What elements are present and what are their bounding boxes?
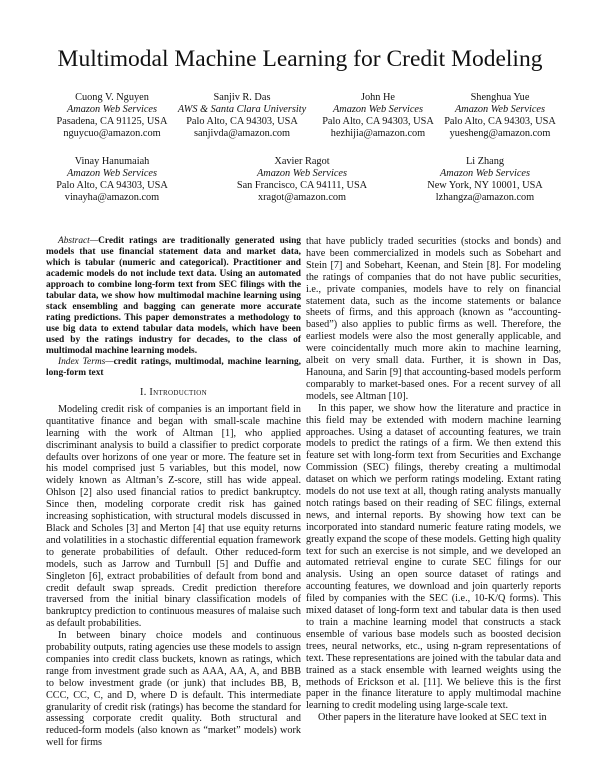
author-block — [222, 156, 382, 204]
author-email: hezhijia@amazon.com — [330, 128, 426, 139]
author-address: Palo Alto, CA 94303, USA — [186, 116, 298, 127]
author-block — [52, 92, 172, 140]
abstract: Abstract—Credit ratings are traditionally generated using models that use financial statement data and market data, which is tabular (numeric and categorical). Practitioner and academic models do not include text data. Using an automated approach to combine long-form text from SEC filings with the tabular data, we show how multimodal machine learning using stack ensembling and bagging can generate more accurate rating predictions. This paper demonstrates a methodology to use big data to extend tabular data models, which have been used by the ratings industry for decades, to the class of multimodal machine learning models. — [46, 236, 301, 356]
author-name: Shenghua Yue — [470, 92, 530, 103]
author-email: nguycuo@amazon.com — [63, 128, 161, 139]
abstract-label: Abstract — [58, 236, 90, 246]
right-column — [306, 236, 561, 724]
author-affiliation: Amazon Web Services — [455, 104, 545, 115]
author-address: San Francisco, CA 94111, USA — [236, 180, 368, 191]
paragraph: Modeling credit risk of companies is an important field in quantitative finance and began with small-scale machine learning with the work of Altman [1], who applied discriminant analysis to build a classifier to predict corporate defaults over horizons of one year or more. The feature set in his model comprised just 5 variables, but this model, now widely known as Altman’s Z-score, still has wide appeal. Ohlson [2] also used financial ratios to predict bankruptcy. Since then, modeling corporate credit risk has gained increasing sophistication, with structural models discussed in Black and Scholes [3] and Merton [4] that use equity returns and volatilities in a stochastic differential equation framework to generate probabilities of default. Other reduced-form models, such as Jarrow and Turnbull [5] and Duffie and Singleton [6], extract probabilities of default from bond and credit default swap spreads. Credit prediction therefore traversed from the initial binary classification models of bankruptcy prediction to continuous measures of malaise such as default probabilities. — [46, 403, 301, 630]
left-column — [46, 236, 301, 749]
paragraph: that have publicly traded securities (stocks and bonds) and have been commercialized in models such as Sobehart and Stein [7] and Sobehart, Keenan, and Stein [8]. For modeling the ratings of companies that do not have public securities, i.e., private companies, models have to rely on financial statement data, such as the income statements or balance sheets of firms, and this approach (known as “accounting-based”) also applies to public firms as well. Therefore, the earliest models were also the most generally applicable, and were coincidentally much more akin to machine learning, albeit on very small data. Further, it is shown in Das, Hanouna, and Sarin [9] that accounting-based models perform comparably to market-based ones. For a recent survey of all models, see Altman [10]. — [306, 236, 561, 402]
author-address: New York, NY 10001, USA — [427, 180, 543, 191]
paragraph: Other papers in the literature have looked at SEC text in — [318, 712, 547, 724]
author-email: yuesheng@amazon.com — [449, 128, 551, 139]
author-email: sanjivda@amazon.com — [193, 128, 291, 139]
author-affiliation: Amazon Web Services — [257, 168, 347, 179]
section-title: Introduction — [149, 387, 207, 398]
author-block — [172, 92, 312, 140]
index-terms-text: credit ratings, multimodal, machine learning, long-form text — [46, 357, 301, 378]
index-terms: Index Terms—credit ratings, multimodal, machine learning, long-form text — [46, 357, 301, 378]
paragraph: In between binary choice models and continuous probability outputs, rating agencies use these models to assign companies into credit class buckets, known as ratings, which range from investment grade such as AAA, AA, A, and BBB to below investment grade (or junk) that includes BB, B, CCC, CC, C, and D, where D is default. This intermediate granularity of credit risk (ratings) has become the standard for assessing corporate credit quality. Both structural and reduced-form models (also known as “market” models) work well for firms — [46, 630, 301, 749]
author-affiliation: Amazon Web Services — [333, 104, 423, 115]
author-affiliation: AWS & Santa Clara University — [177, 104, 307, 115]
author-block — [42, 156, 182, 204]
author-name: Vinay Hanumaiah — [74, 156, 150, 167]
author-affiliation: Amazon Web Services — [440, 168, 530, 179]
author-block — [440, 92, 560, 140]
author-block — [415, 156, 555, 204]
index-terms-label: Index Terms — [58, 357, 106, 367]
author-name: Li Zhang — [465, 156, 505, 167]
paragraph: In this paper, we show how the literature and practice in this field may be extended with modern machine learning approaches. Using a dataset of accounting features, we train models to predict the ratings of a firm. We then extend this feature set with long-form text from Securities and Exchange Commission (SEC) filings, thereby creating a multimodal dataset on which we perform ratings modeling. Extant rating models do not use text at all, though rating analysts manually notch ratings based on their reading of SEC filings, external news, and internal reports. By showing how text can be incorporated into standard numeric feature rating models, we greatly expand the scope of these models. Getting high quality text for such an exercise is not simple, and we developed an automated retrieval engine to curate SEC filings for our analysis. Using an open source dataset of ratings and accounting features, we download and join quarterly reports filed by companies with the SEC (i.e., 10-K/Q forms). This mixed dataset of long-form text and tabular data is then used to train a machine learning model that constructs a stack ensemble of various base models such as boosted decision trees, neural networks, etc., using n-gram representations of text. These representations are joined with the tabular data and trained as a stack ensemble with learned weights using the methods of Erickson et al. [11]. We believe this is the first paper in the finance literature to apply multimodal machine learning to credit modeling using large-scale text. — [306, 402, 561, 712]
author-name: Cuong V. Nguyen — [75, 92, 149, 103]
abstract-text: Credit ratings are traditionally generated using models that use financial statement data and market data, which is tabular (numeric and categorical). Practitioner and academic models do not include text data. Using an automated approach to combine long-form text from SEC filings with the tabular data, we show how multimodal machine learning using stack ensembling and bagging can generate more accurate rating predictions. This paper demonstrates a methodology to use big data to extend tabular data models, which have been used by the ratings industry for decades, to the class of multimodal machine learning models. — [46, 236, 301, 356]
author-email: lzhangza@amazon.com — [435, 192, 535, 203]
section-number: I. — [140, 387, 147, 398]
author-address: Palo Alto, CA 94303, USA — [56, 180, 168, 191]
author-email: vinayha@amazon.com — [64, 192, 160, 203]
author-address: Pasadena, CA 91125, USA — [56, 116, 168, 127]
author-name: John He — [360, 92, 396, 103]
author-email: xragot@amazon.com — [257, 192, 347, 203]
author-affiliation: Amazon Web Services — [67, 104, 157, 115]
author-address: Palo Alto, CA 94303, USA — [322, 116, 434, 127]
author-name: Xavier Ragot — [274, 156, 330, 167]
author-name: Sanjiv R. Das — [213, 92, 271, 103]
section-heading — [46, 387, 301, 399]
paper-title: Multimodal Machine Learning for Credit Modeling — [57, 46, 543, 72]
author-address: Palo Alto, CA 94303, USA — [444, 116, 556, 127]
author-affiliation: Amazon Web Services — [67, 168, 157, 179]
author-block — [318, 92, 438, 140]
